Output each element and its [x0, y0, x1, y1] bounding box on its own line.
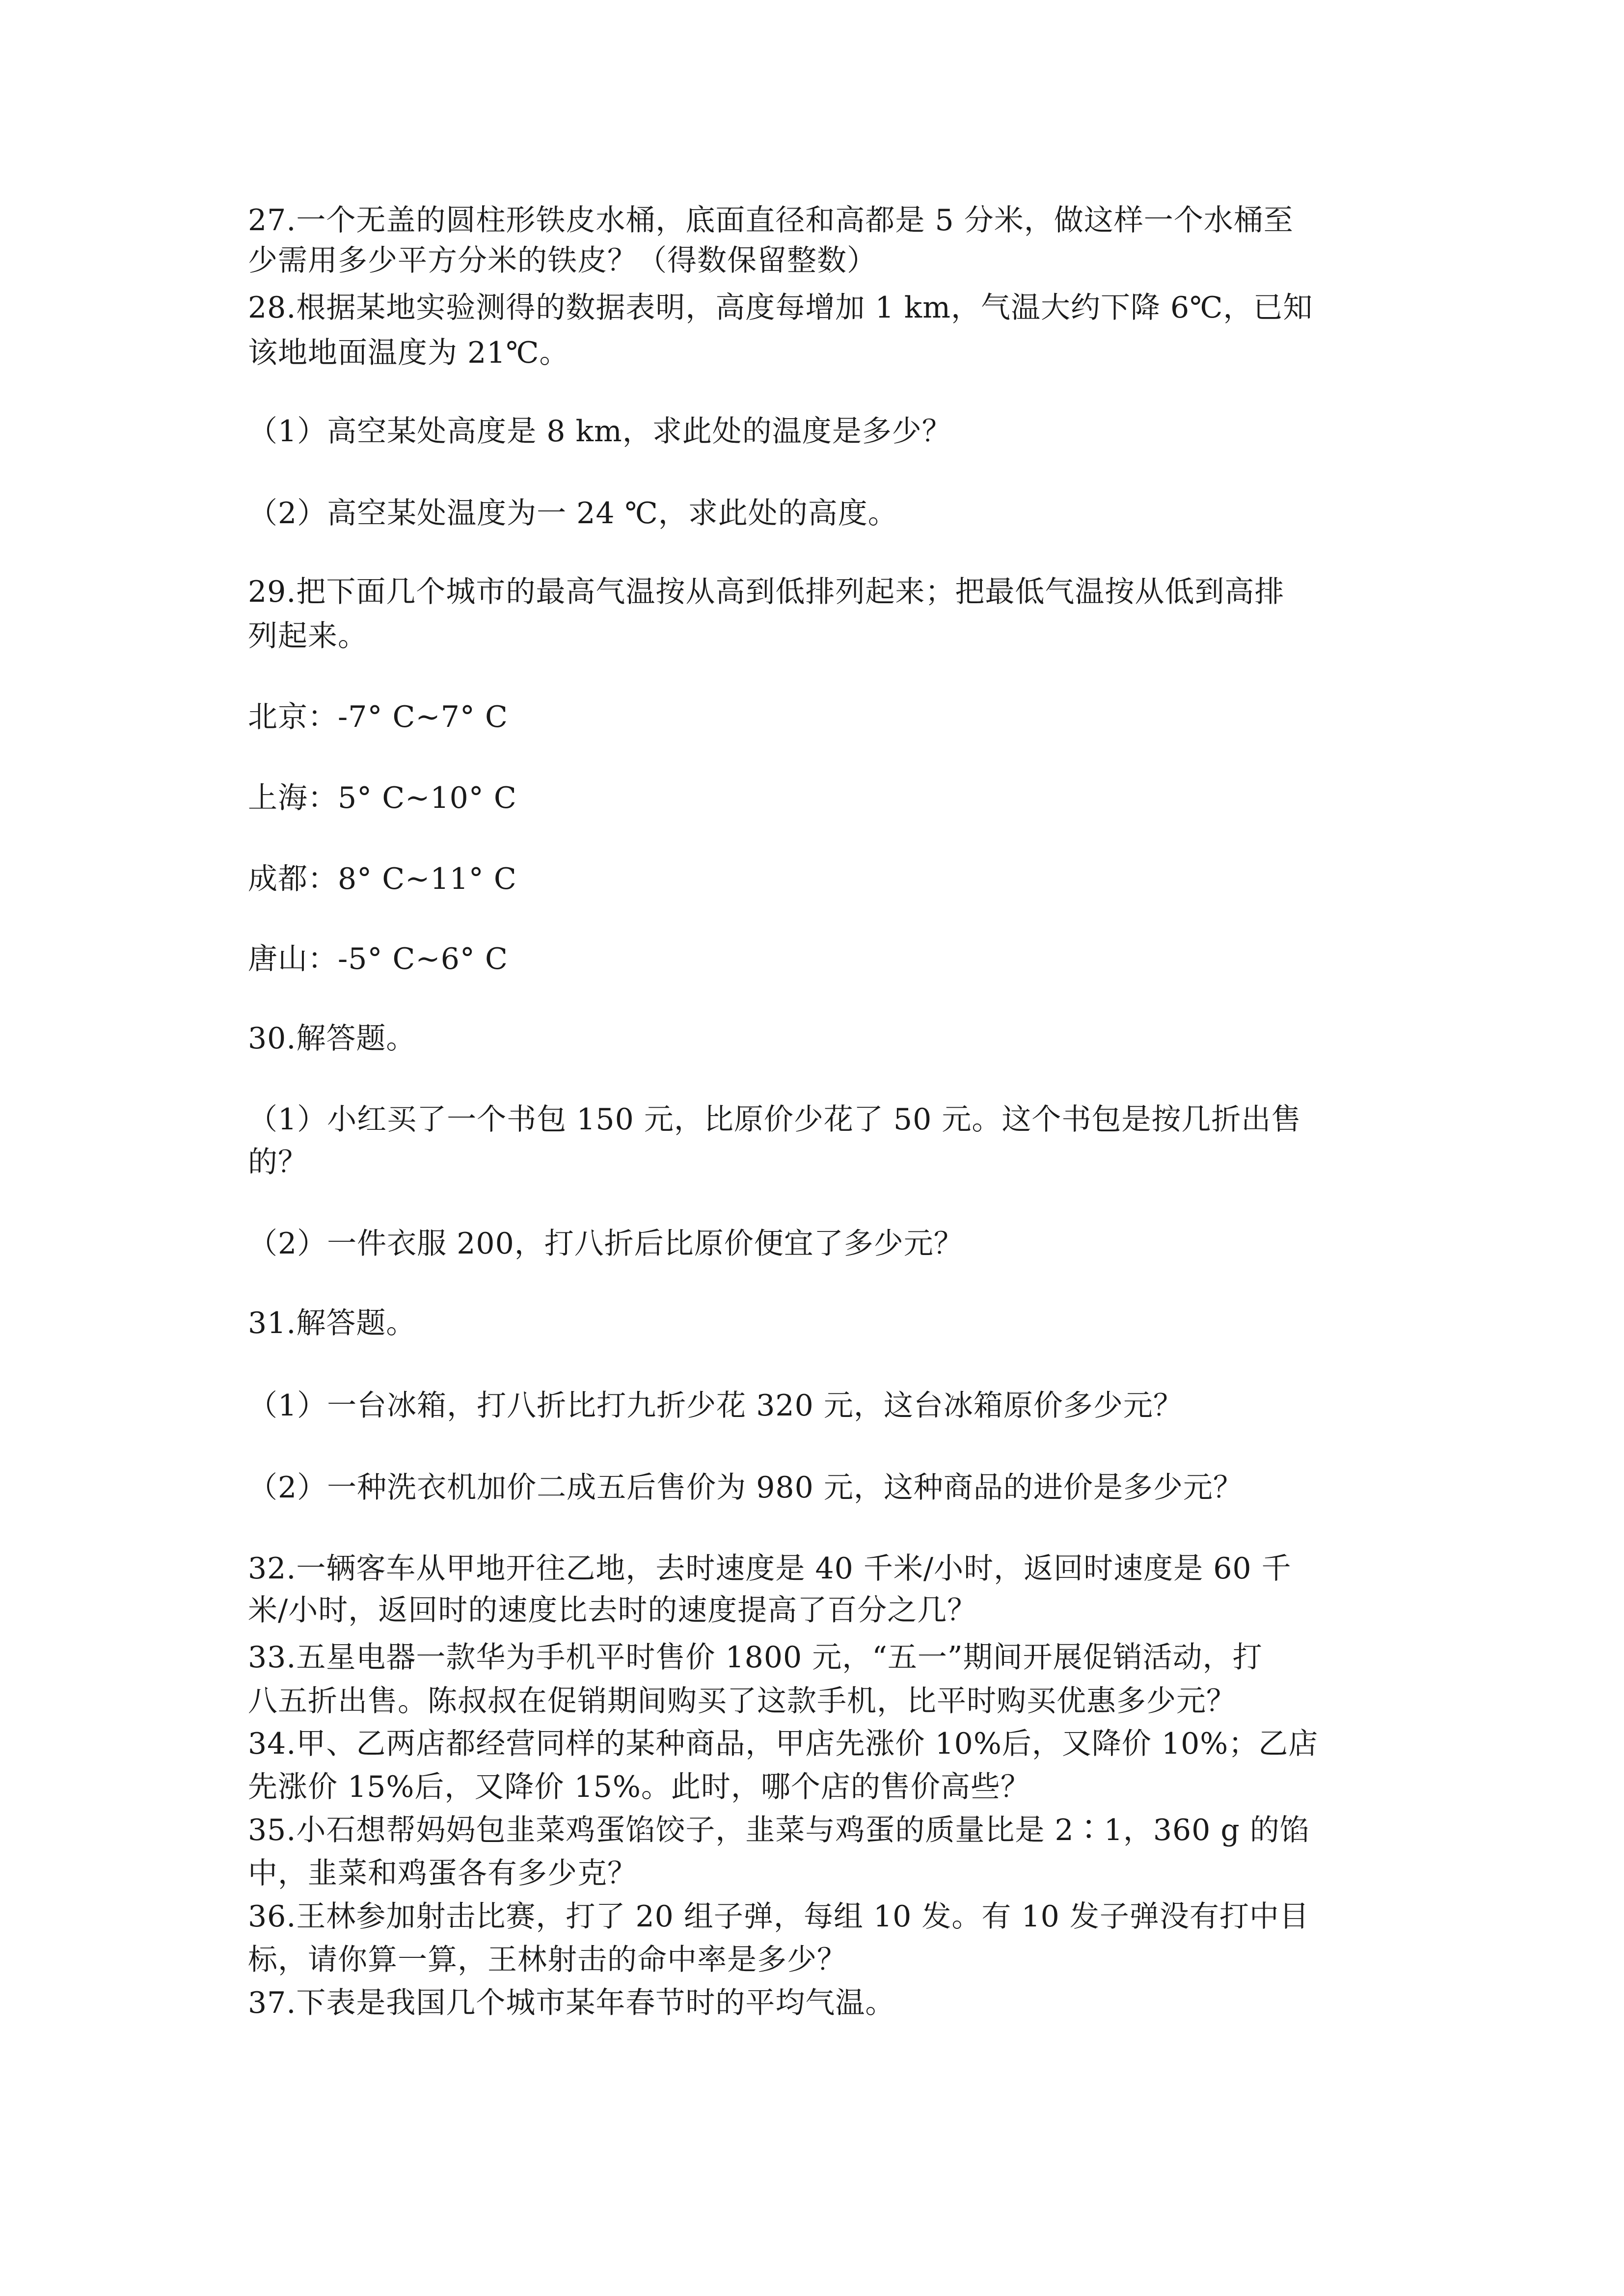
question-32-line-2: 米/小时，返回时的速度比去时的速度提高了百分之几？ [248, 1593, 977, 1628]
question-29-line-2: 列起来。 [248, 619, 368, 653]
question-31-sub-1: （1）一台冰箱，打八折比打九折少花 320 元，这台冰箱原价多少元？ [248, 1388, 1183, 1423]
question-36-line-1: 36.王林参加射击比赛，打了 20 组子弹，每组 10 发。有 10 发子弹没有打中目 [248, 1899, 1309, 1934]
question-33-line-2: 八五折出售。陈叔叔在促销期间购买了这款手机，比平时购买优惠多少元？ [248, 1684, 1236, 1718]
city-chengdu: 成都：8° C~11° C [248, 862, 517, 896]
question-34-line-1: 34.甲、乙两店都经营同样的某种商品，甲店先涨价 10%后，又降价 10%；乙店 [248, 1727, 1319, 1761]
question-30-sub-1-line-2: 的？ [248, 1145, 308, 1179]
question-28-sub-1: （1）高空某处高度是 8 km，求此处的温度是多少？ [248, 414, 952, 449]
question-35-line-2: 中，韭菜和鸡蛋各有多少克？ [248, 1856, 637, 1891]
question-36-line-2: 标，请你算一算，王林射击的命中率是多少？ [248, 1943, 847, 1977]
question-30-sub-1-line-1: （1）小红买了一个书包 150 元，比原价少花了 50 元。这个书包是按几折出售 [248, 1102, 1301, 1137]
question-37-line-1: 37.下表是我国几个城市某年春节时的平均气温。 [248, 1986, 895, 2020]
question-28-line-1: 28.根据某地实验测得的数据表明，高度每增加 1 km，气温大约下降 6℃，已知 [248, 291, 1313, 325]
question-30-sub-2: （2）一件衣服 200，打八折后比原价便宜了多少元？ [248, 1227, 964, 1261]
question-31-sub-2: （2）一种洗衣机加价二成五后售价为 980 元，这种商品的进价是多少元？ [248, 1470, 1243, 1505]
question-32-line-1: 32.一辆客车从甲地开往乙地，去时速度是 40 千米/小时，返回时速度是 60 千 [248, 1551, 1292, 1586]
question-34-line-2: 先涨价 15%后，又降价 15%。此时，哪个店的售价高些？ [248, 1770, 1030, 1804]
question-27-line-2: 少需用多少平方分米的铁皮？（得数保留整数） [248, 243, 877, 278]
question-28-sub-2: （2）高空某处温度为一 24 ℃，求此处的高度。 [248, 496, 898, 531]
question-35-line-1: 35.小石想帮妈妈包韭菜鸡蛋馅饺子，韭菜与鸡蛋的质量比是 2∶1，360 g 的馅 [248, 1813, 1310, 1847]
question-31-heading: 31.解答题。 [248, 1306, 416, 1340]
question-27-line-1: 27.一个无盖的圆柱形铁皮水桶，底面直径和高都是 5 分米，做这样一个水桶至 [248, 203, 1294, 238]
question-29-line-1: 29.把下面几个城市的最高气温按从高到低排列起来；把最低气温按从低到高排 [248, 575, 1285, 609]
city-tangshan: 唐山：-5° C~6° C [248, 942, 508, 976]
question-28-line-2: 该地地面温度为 21℃。 [248, 336, 569, 370]
city-beijing: 北京：-7° C~7° C [248, 700, 508, 734]
question-30-heading: 30.解答题。 [248, 1021, 416, 1056]
city-shanghai: 上海：5° C~10° C [248, 781, 517, 815]
question-33-line-1: 33.五星电器一款华为手机平时售价 1800 元，“五一”期间开展促销活动，打 [248, 1640, 1263, 1675]
